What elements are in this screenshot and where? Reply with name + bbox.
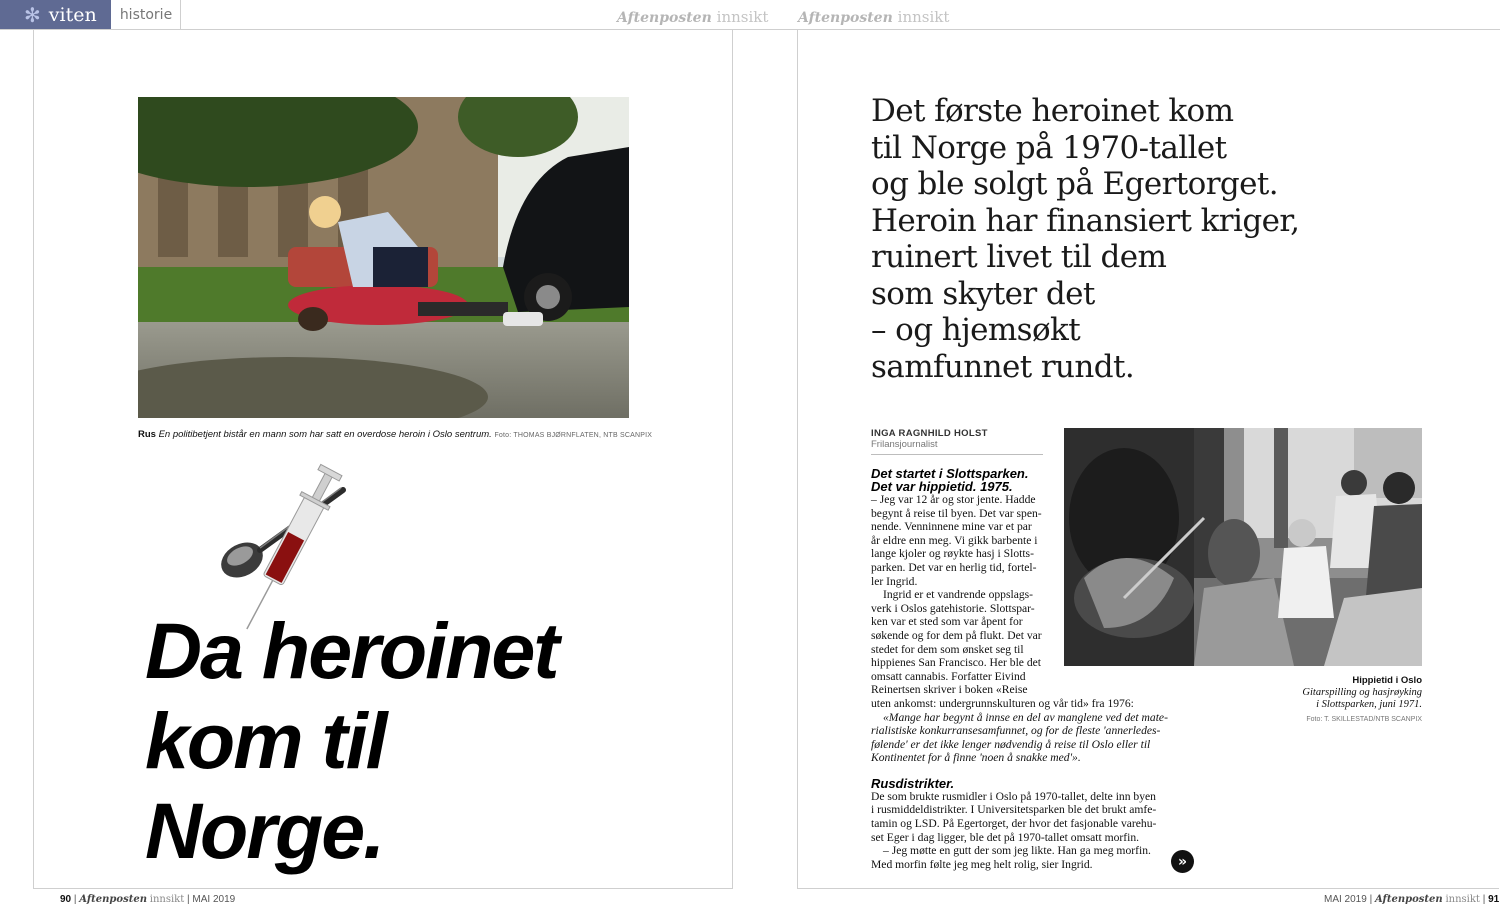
quote-line: rialistiske konkurransesamfunnet, og for de fleste 'annerledes-: [871, 724, 1161, 738]
footer-brand: Aftenposten: [1374, 894, 1443, 905]
masthead-brand: Aftenposten: [798, 10, 893, 26]
hippie-park-photo: [1064, 428, 1422, 666]
continue-button[interactable]: [1171, 850, 1194, 873]
body-line: – Jeg møtte en gutt der som jeg likte. Han ga meg morfin.: [883, 844, 1151, 858]
section-label: viten: [48, 3, 97, 26]
subhead: Det startet i Slottsparken.: [871, 466, 1029, 481]
subhead: Rusdistrikter.: [871, 775, 955, 791]
byline-rule: [871, 454, 1043, 455]
headline-line: kom til: [145, 696, 386, 785]
masthead-suffix: innsikt: [897, 8, 950, 26]
caption-credit: Foto: THOMAS BJØRNFLATEN, NTB SCANPIX: [494, 432, 653, 439]
masthead-brand: Aftenposten: [617, 10, 712, 26]
caption-line: i Slottsparken, juni 1971.: [1316, 699, 1422, 710]
body-line: stedet for dem som ønsket seg til: [871, 642, 1024, 656]
quote-line: følende' er det ikke lenger nødvendig å reise til Oslo eller til: [871, 737, 1151, 751]
lead-line: til Norge på 1970-tallet: [871, 129, 1227, 166]
caption-text: En politibetjent bistår en mann som har satt en overdose heroin i Oslo sentrum.: [158, 429, 492, 440]
quote-line: «Mange har begynt å innse en del av manglene ved det mate-: [883, 710, 1168, 724]
quote-line: Kontinentet for å finne 'noen å snakke med'».: [871, 751, 1081, 765]
lead-line: samfunnet rundt.: [871, 348, 1135, 385]
body-line: uten ankomst: undergrunnskulturen og vår tid» fra 1976:: [871, 696, 1134, 710]
footer-brand: Aftenposten: [79, 894, 147, 905]
body-line: Med morfin følte jeg meg helt rolig, sier Ingrid.: [871, 857, 1093, 871]
body-line: omsatt cannabis. Forfatter Eivind: [871, 669, 1026, 683]
headline-line: Norge.: [145, 786, 384, 875]
footer-suffix: innsikt: [149, 894, 185, 905]
body-line: ler Ingrid.: [871, 574, 918, 588]
lead-line: Heroin har finansiert kriger,: [871, 202, 1300, 239]
lead-paragraph: [871, 93, 1391, 385]
body-line: nende. Venninnene mine var et par: [871, 520, 1032, 534]
photo-caption-right: [1230, 675, 1422, 726]
lead-line: Det første heroinet kom: [871, 93, 1234, 129]
body-line: år eldre enn meg. Vi gikk barbente i: [871, 533, 1038, 547]
page-number: 91: [1488, 894, 1500, 905]
masthead-left: [617, 8, 768, 26]
double-chevron-right-icon: »: [1177, 853, 1188, 870]
caption-credit: Foto: T. SKILLESTAD/NTB SCANPIX: [1306, 716, 1422, 723]
footer-date: MAI 2019: [192, 894, 236, 905]
body-line: Ingrid er et vandrende oppslags-: [883, 588, 1034, 602]
masthead-right: [798, 8, 949, 26]
body-line: søkende og for dem på flukt. Det var: [871, 628, 1042, 642]
body-line: De som brukte rusmidler i Oslo på 1970-tallet, delte inn byen: [871, 789, 1156, 803]
byline: [871, 428, 1051, 455]
body-line: parken. Det var en herlig tid, fortel-: [871, 560, 1037, 574]
page-number: 90: [60, 894, 72, 905]
footer-left: 90 | Aftenposten innsikt | MAI 2019: [60, 894, 236, 905]
author-role: Frilansjournalist: [871, 439, 938, 450]
masthead-suffix: innsikt: [716, 8, 769, 26]
footer-suffix: innsikt: [1445, 894, 1480, 905]
body-line: Reinertsen skriver i boken «Reise: [871, 683, 1028, 697]
main-headline: [145, 606, 685, 876]
body-line: set Eger i dag ligger, ble det på 1970-tallet omsatt morfin.: [871, 830, 1140, 844]
footer-date: MAI 2019: [1324, 894, 1367, 905]
section-tab-viten[interactable]: [0, 0, 111, 29]
body-line: ken var et sted som var åpent for: [871, 615, 1023, 629]
caption-title: Rus: [138, 429, 156, 440]
lead-line: – og hjemsøkt: [871, 312, 1081, 348]
caption-title: Hippietid i Oslo: [1352, 675, 1422, 686]
lead-line: ruinert livet til dem: [871, 239, 1167, 275]
body-line: i rusmiddeldistrikter. I Universitetsparken ble det brukt amfe-: [871, 803, 1157, 817]
lead-line: som skyter det: [871, 275, 1095, 312]
body-line: lange kjoler og røykte hasj i Slotts-: [871, 547, 1034, 561]
lead-line: og ble solgt på Egertorget.: [871, 166, 1279, 202]
photo-caption-left: [138, 429, 698, 440]
subhead: Det var hippietid. 1975.: [871, 479, 1013, 494]
caption-line: Gitarspilling og hasjrøyking: [1302, 687, 1422, 698]
body-line: – Jeg var 12 år og stor jente. Hadde: [871, 493, 1036, 506]
snowflake-icon: ✻: [24, 2, 41, 27]
body-line: tamin og LSD. På Egertorget, der hvor det fasjonable varehu-: [871, 817, 1157, 831]
headline-line: Da heroinet: [145, 606, 558, 695]
footer-right: MAI 2019 | Aftenposten innsikt | 91: [1324, 894, 1500, 905]
subsection-tab-historie[interactable]: historie: [112, 0, 181, 29]
police-overdose-photo: [138, 97, 629, 418]
author-name: INGA RAGNHILD HOLST: [871, 428, 988, 439]
body-line: hippienes San Francisco. Her ble det: [871, 656, 1041, 670]
body-line: begynt å reise til byen. Det var spen-: [871, 506, 1042, 520]
body-line: verk i Oslos gatehistorie. Slottspar-: [871, 601, 1035, 615]
